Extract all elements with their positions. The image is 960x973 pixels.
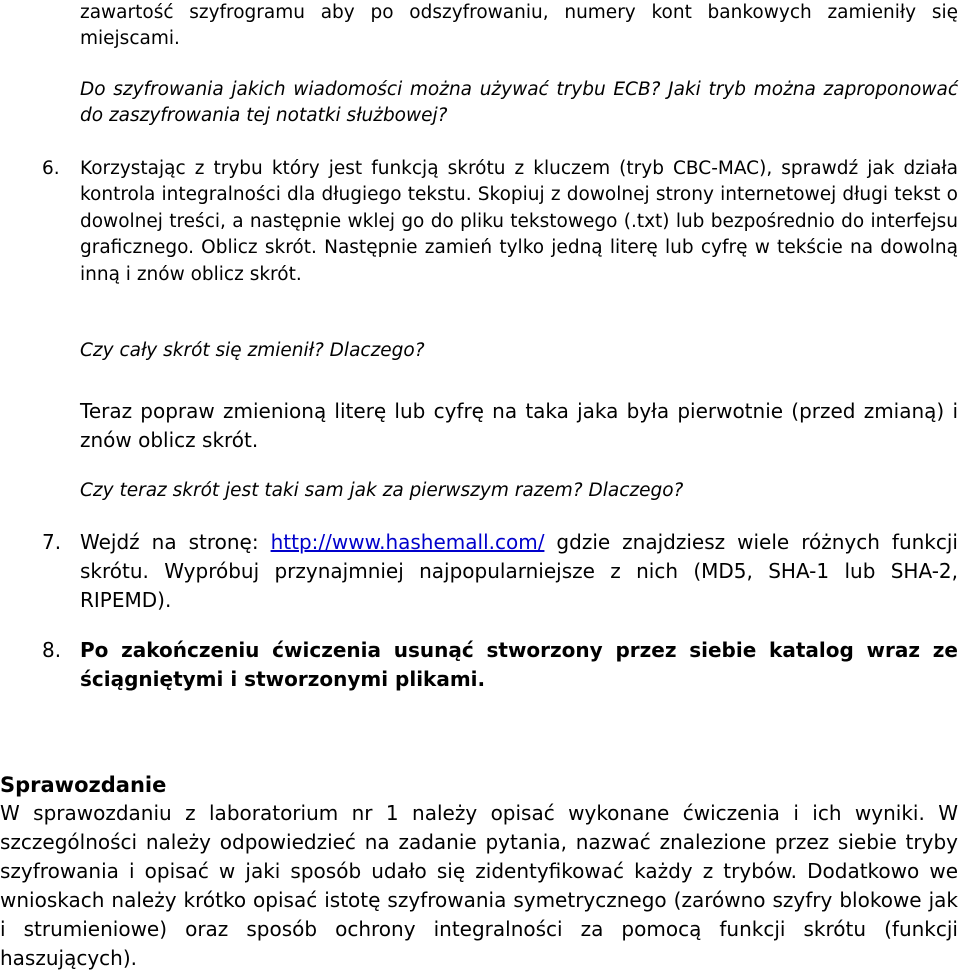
item-7-number: 7. xyxy=(42,530,62,554)
ecb-question: Do szyfrowania jakich wiadomości można używać trybu ECB? Jaki tryb można zaproponować do zaszyfrowania tej notatki służbowej? xyxy=(80,79,958,127)
intro-paragraph: zawartość szyfrogramu aby po odszyfrowaniu, numery kont bankowych zamieniły się miejscami. xyxy=(80,2,958,50)
item-8-text: Po zakończeniu ćwiczenia usunąć stworzony przez siebie katalog wraz ze ściągniętymi i stworzonymi plikami. xyxy=(80,638,958,691)
item-7-text xyxy=(80,528,958,615)
item-6-question-1: Czy cały skrót się zmienił? Dlaczego? xyxy=(80,340,425,361)
item-7-text-after: gdzie znajdziesz wiele różnych funkcji skrótu. Wypróbuj przynajmniej najpopularniejsze z nich (MD5, SHA-1 lub SHA-2, RIPEMD). xyxy=(80,530,958,612)
item-8-number: 8. xyxy=(42,638,62,662)
item-6-number: 6. xyxy=(42,158,60,179)
report-text: W sprawozdaniu z laboratorium nr 1 należy opisać wykonane ćwiczenia i ich wyniki. W szczególności należy odpowiedzieć na zadanie pytania, nazwać znalezione przez siebie tryby szyfrowania i opisać w jaki sposób udało się zidentyfikować każdy z trybów. Dodatkowo we wnioskach należy krótko opisać istotę szyfrowania symetrycznego (zarówno szyfry blokowe jak i strumieniowe) oraz sposób ochrony integralności za pomocą funkcji skrótu (funkcji haszujących). xyxy=(0,801,958,970)
item-6-text: Korzystając z trybu który jest funkcją skrótu z kluczem (tryb CBC-MAC), sprawdź jak działa kontrola integralności dla długiego tekstu. Skopiuj z dowolnej strony internetowej długi tekst o dowolnej treści, a następnie wklej go do pliku tekstowego (.txt) lub bezpośrednio do interfejsu graficznego. Oblicz skrót. Następnie zamień tylko jedną literę lub cyfrę w tekście na dowolną inną i znów oblicz skrót. xyxy=(80,158,958,285)
item-6-question-2: Czy teraz skrót jest taki sam jak za pierwszym razem? Dlaczego? xyxy=(80,480,684,501)
hashemall-link[interactable]: http://www.hashemall.com/ xyxy=(270,530,545,554)
report-heading: Sprawozdanie xyxy=(0,773,167,797)
item-6-instruction: Teraz popraw zmienioną literę lub cyfrę na taka jaka była pierwotnie (przed zmianą) i znów oblicz skrót. xyxy=(80,399,958,452)
item-7-text-before: Wejdź na stronę: xyxy=(80,530,271,554)
